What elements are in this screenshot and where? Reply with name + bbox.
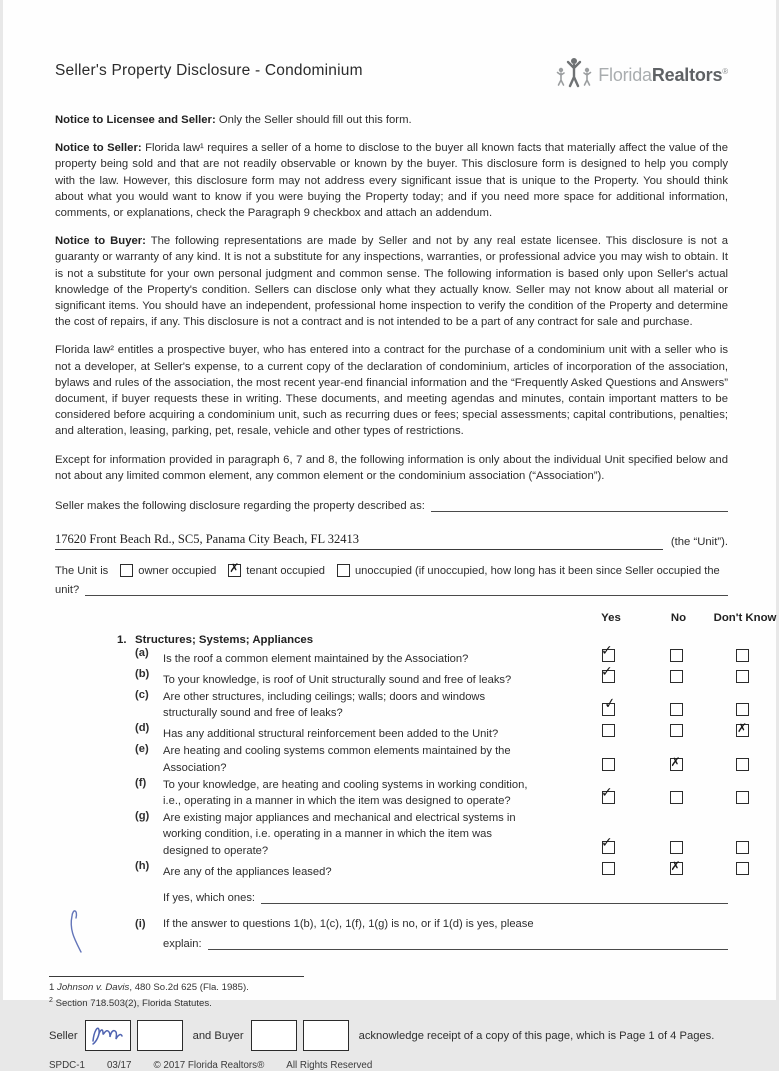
notice-to-buyer: Notice to Buyer: The following representations are made by Seller and not by any real estate licensee. This disclosure is not a guaranty or warranty of any kind. It is not a substitute for any inspections, warranties, or professional advice you may wish to obtain. It is not a substitute for your own personal judgment and common sense. The following information is based only upon Seller's actual knowledge of the Property's condition. Sellers can disclose only what they actually know. Seller may not know about all material or significant items. You should have an independent, professional home inspection to verify the condition of the Property and determine the cost of repairs, if any. This disclosure is not a contract and is not intended to be a part of any contract for sale and purchase. bbox=[55, 235, 728, 329]
column-header-no: No bbox=[670, 612, 687, 625]
checkbox-owner-occupied[interactable] bbox=[120, 564, 133, 577]
section-title: Structures; Systems; Appliances bbox=[135, 634, 314, 647]
checkbox-1g-no[interactable] bbox=[670, 841, 683, 854]
occupancy-duration-field[interactable] bbox=[85, 582, 728, 596]
florida-realtors-figures-icon bbox=[554, 56, 594, 95]
checkbox-1b-yes[interactable]: ✓ bbox=[602, 670, 615, 683]
form-copyright: © 2017 Florida Realtors® bbox=[153, 1060, 265, 1071]
question-row-a: (a) Is the roof a common element maintained by the Association? ✓ bbox=[135, 647, 728, 667]
column-header-yes: Yes bbox=[601, 612, 621, 625]
question-row-e: (e) Are heating and cooling systems common elements maintained by the Association? ✗ bbox=[135, 743, 728, 775]
checkbox-1c-dont-know[interactable] bbox=[736, 703, 749, 716]
question-row-h: (h) Are any of the appliances leased? ✗ bbox=[135, 860, 728, 880]
if-yes-row bbox=[163, 890, 728, 904]
address-row bbox=[55, 532, 728, 550]
footnote-divider bbox=[49, 976, 304, 977]
header bbox=[55, 56, 728, 95]
notice-licensee-seller: Notice to Licensee and Seller: Only the Seller should fill out this form. bbox=[55, 114, 412, 126]
occupancy-prefix: The Unit is bbox=[55, 564, 109, 577]
unit-suffix: (the “Unit”). bbox=[670, 536, 728, 549]
question-row-g: (g) Are existing major appliances and mechanical and electrical systems in working condition, i.e. operating in a manner in which the item was designed to operate? ✓ bbox=[135, 810, 728, 859]
disclosure-row bbox=[55, 498, 728, 512]
disclosure-form-page bbox=[3, 0, 777, 1071]
checkbox-1a-yes[interactable]: ✓ bbox=[602, 649, 615, 662]
explain-label: explain: bbox=[163, 938, 202, 951]
acknowledgement-row bbox=[49, 1020, 728, 1051]
checkbox-1e-yes[interactable] bbox=[602, 758, 615, 771]
checkbox-1c-no[interactable] bbox=[670, 703, 683, 716]
checkbox-1d-dont-know[interactable]: ✗ bbox=[737, 721, 748, 736]
checkbox-1b-no[interactable] bbox=[670, 670, 683, 683]
explain-row bbox=[163, 936, 728, 950]
checkbox-1c-yes[interactable]: ✓ bbox=[602, 703, 615, 716]
unoccupied-label: unoccupied (if unoccupied, how long has it been since Seller occupied the bbox=[354, 564, 720, 577]
checkbox-1a-dont-know[interactable] bbox=[736, 649, 749, 662]
checkbox-1a-no[interactable] bbox=[670, 649, 683, 662]
checkbox-1d-yes[interactable] bbox=[602, 724, 615, 737]
except-info-paragraph: Except for information provided in paragraph 6, 7 and 8, the following information is only about the individual Unit specified below and not about any limited common element, any common element or the condominium association (“Association”). bbox=[55, 453, 728, 482]
owner-occupied-label: owner occupied bbox=[138, 564, 217, 577]
checkbox-1e-dont-know[interactable] bbox=[736, 758, 749, 771]
seller-initials-box-1[interactable] bbox=[85, 1020, 131, 1051]
checkbox-1f-no[interactable] bbox=[670, 791, 683, 804]
page-title: Seller's Property Disclosure - Condominium bbox=[55, 62, 363, 79]
property-description-field[interactable] bbox=[431, 498, 728, 512]
explain-field[interactable] bbox=[208, 936, 728, 950]
question-row-d: (d) Has any additional structural reinforcement been added to the Unit? ✗ bbox=[135, 721, 748, 741]
occupancy-duration-row bbox=[55, 582, 728, 596]
question-row-f: (f) To your knowledge, are heating and cooling systems in working condition, i.e., operating in a manner in which the item was designed to operate? ✓ bbox=[135, 777, 728, 809]
occupancy-options bbox=[55, 561, 728, 577]
checkbox-1f-dont-know[interactable] bbox=[736, 791, 749, 804]
buyer-initials-box-2[interactable] bbox=[303, 1020, 349, 1051]
florida-law-paragraph: Florida law² entitles a prospective buyer, who has entered into a contract for the purchase of a condominium unit with a seller who is not a developer, at Seller's expense, to a current copy of the declaration of condominium, articles of incorporation of the association, bylaws and rules of the association, the most recent year-end financial information and the “Frequently Asked Questions and Answers” document, if buyer requests these in writing. These documents, and meeting agendas and minutes, contain important matters to be considered before acquiring a condominium unit, such as recurring dues or fees; special assessments; capital contributions, penalties; and alteration, leasing, parking, pet, resale, vehicle and other types of restrictions. bbox=[55, 344, 728, 438]
acknowledgement-text: acknowledge receipt of a copy of this page, which is Page 1 of 4 Pages. bbox=[358, 1029, 715, 1042]
checkbox-1f-yes[interactable]: ✓ bbox=[602, 791, 615, 804]
unit-address-field[interactable]: 17620 Front Beach Rd., SC5, Panama City Beach, FL 32413 bbox=[55, 532, 663, 550]
checkbox-1g-dont-know[interactable] bbox=[736, 841, 749, 854]
tenant-occupied-label: tenant occupied bbox=[246, 564, 325, 577]
checkbox-unoccupied[interactable] bbox=[337, 564, 350, 577]
checkbox-1e-no[interactable]: ✗ bbox=[670, 754, 681, 769]
checkbox-1h-no[interactable]: ✗ bbox=[670, 858, 681, 873]
florida-realtors-logo bbox=[554, 56, 728, 95]
checkbox-1h-yes[interactable] bbox=[602, 862, 615, 875]
seller-initials-box-2[interactable] bbox=[137, 1020, 183, 1051]
registered-mark: ® bbox=[722, 67, 728, 76]
section-number: 1. bbox=[117, 634, 127, 647]
disclosure-label: Seller makes the following disclosure regarding the property described as: bbox=[55, 500, 425, 513]
logo-wordmark: FloridaRealtors® bbox=[598, 65, 728, 85]
form-meta-row bbox=[49, 1060, 728, 1071]
checkbox-1b-dont-know[interactable] bbox=[736, 670, 749, 683]
if-yes-label: If yes, which ones: bbox=[163, 891, 256, 904]
checkbox-tenant-occupied[interactable]: ✗ bbox=[229, 561, 240, 576]
form-revision: 03/17 bbox=[106, 1060, 132, 1071]
question-row-b: (b) To your knowledge, is roof of Unit structurally sound and free of leaks? ✓ bbox=[135, 668, 728, 688]
occupancy-suffix: unit? bbox=[55, 584, 80, 597]
checkbox-1h-dont-know[interactable] bbox=[736, 862, 749, 875]
question-row-i: (i) If the answer to questions 1(b), 1(c), 1(f), 1(g) is no, or if 1(d) is yes, please bbox=[135, 917, 534, 930]
footnote-1: 1 Johnson v. Davis, 480 So.2d 625 (Fla. 1985). bbox=[49, 982, 249, 994]
form-code: SPDC-1 bbox=[49, 1060, 85, 1071]
question-row-c: (c) Are other structures, including ceilings; walls; doors and windows structurally sound and free of leaks? ✓ bbox=[135, 689, 728, 721]
questions-table bbox=[117, 612, 777, 951]
seller-label: Seller bbox=[49, 1029, 78, 1042]
table-header-row bbox=[135, 612, 777, 634]
occupancy-section bbox=[55, 561, 728, 597]
footnote-2: $^2$ Section 718.503(2), Florida Statutes. bbox=[49, 996, 212, 1009]
buyer-initials-box-1[interactable] bbox=[251, 1020, 297, 1051]
checkbox-1d-no[interactable] bbox=[670, 724, 683, 737]
section-title-row bbox=[117, 634, 728, 647]
pen-stroke-artifact bbox=[59, 896, 95, 954]
checkbox-1g-yes[interactable]: ✓ bbox=[602, 841, 615, 854]
which-ones-field[interactable] bbox=[261, 890, 728, 904]
form-rights: All Rights Reserved bbox=[286, 1060, 373, 1071]
notice-to-seller: Notice to Seller: Florida law¹ requires a seller of a home to disclose to the buyer all known facts that materially affect the value of the property being sold and that are not readily observable or known by the buyer. This disclosure form is designed to help you comply with the law. However, this disclosure form may not address every significant issue that is unique to the Property. You should think about what you would want to know if you were buying the Property today; and if you need more space for additional information, comments, or explanations, check the Paragraph 9 checkbox and attach an addendum. bbox=[55, 142, 728, 220]
buyer-label: and Buyer bbox=[192, 1029, 244, 1042]
column-header-dont-know: Don't Know bbox=[713, 612, 777, 625]
